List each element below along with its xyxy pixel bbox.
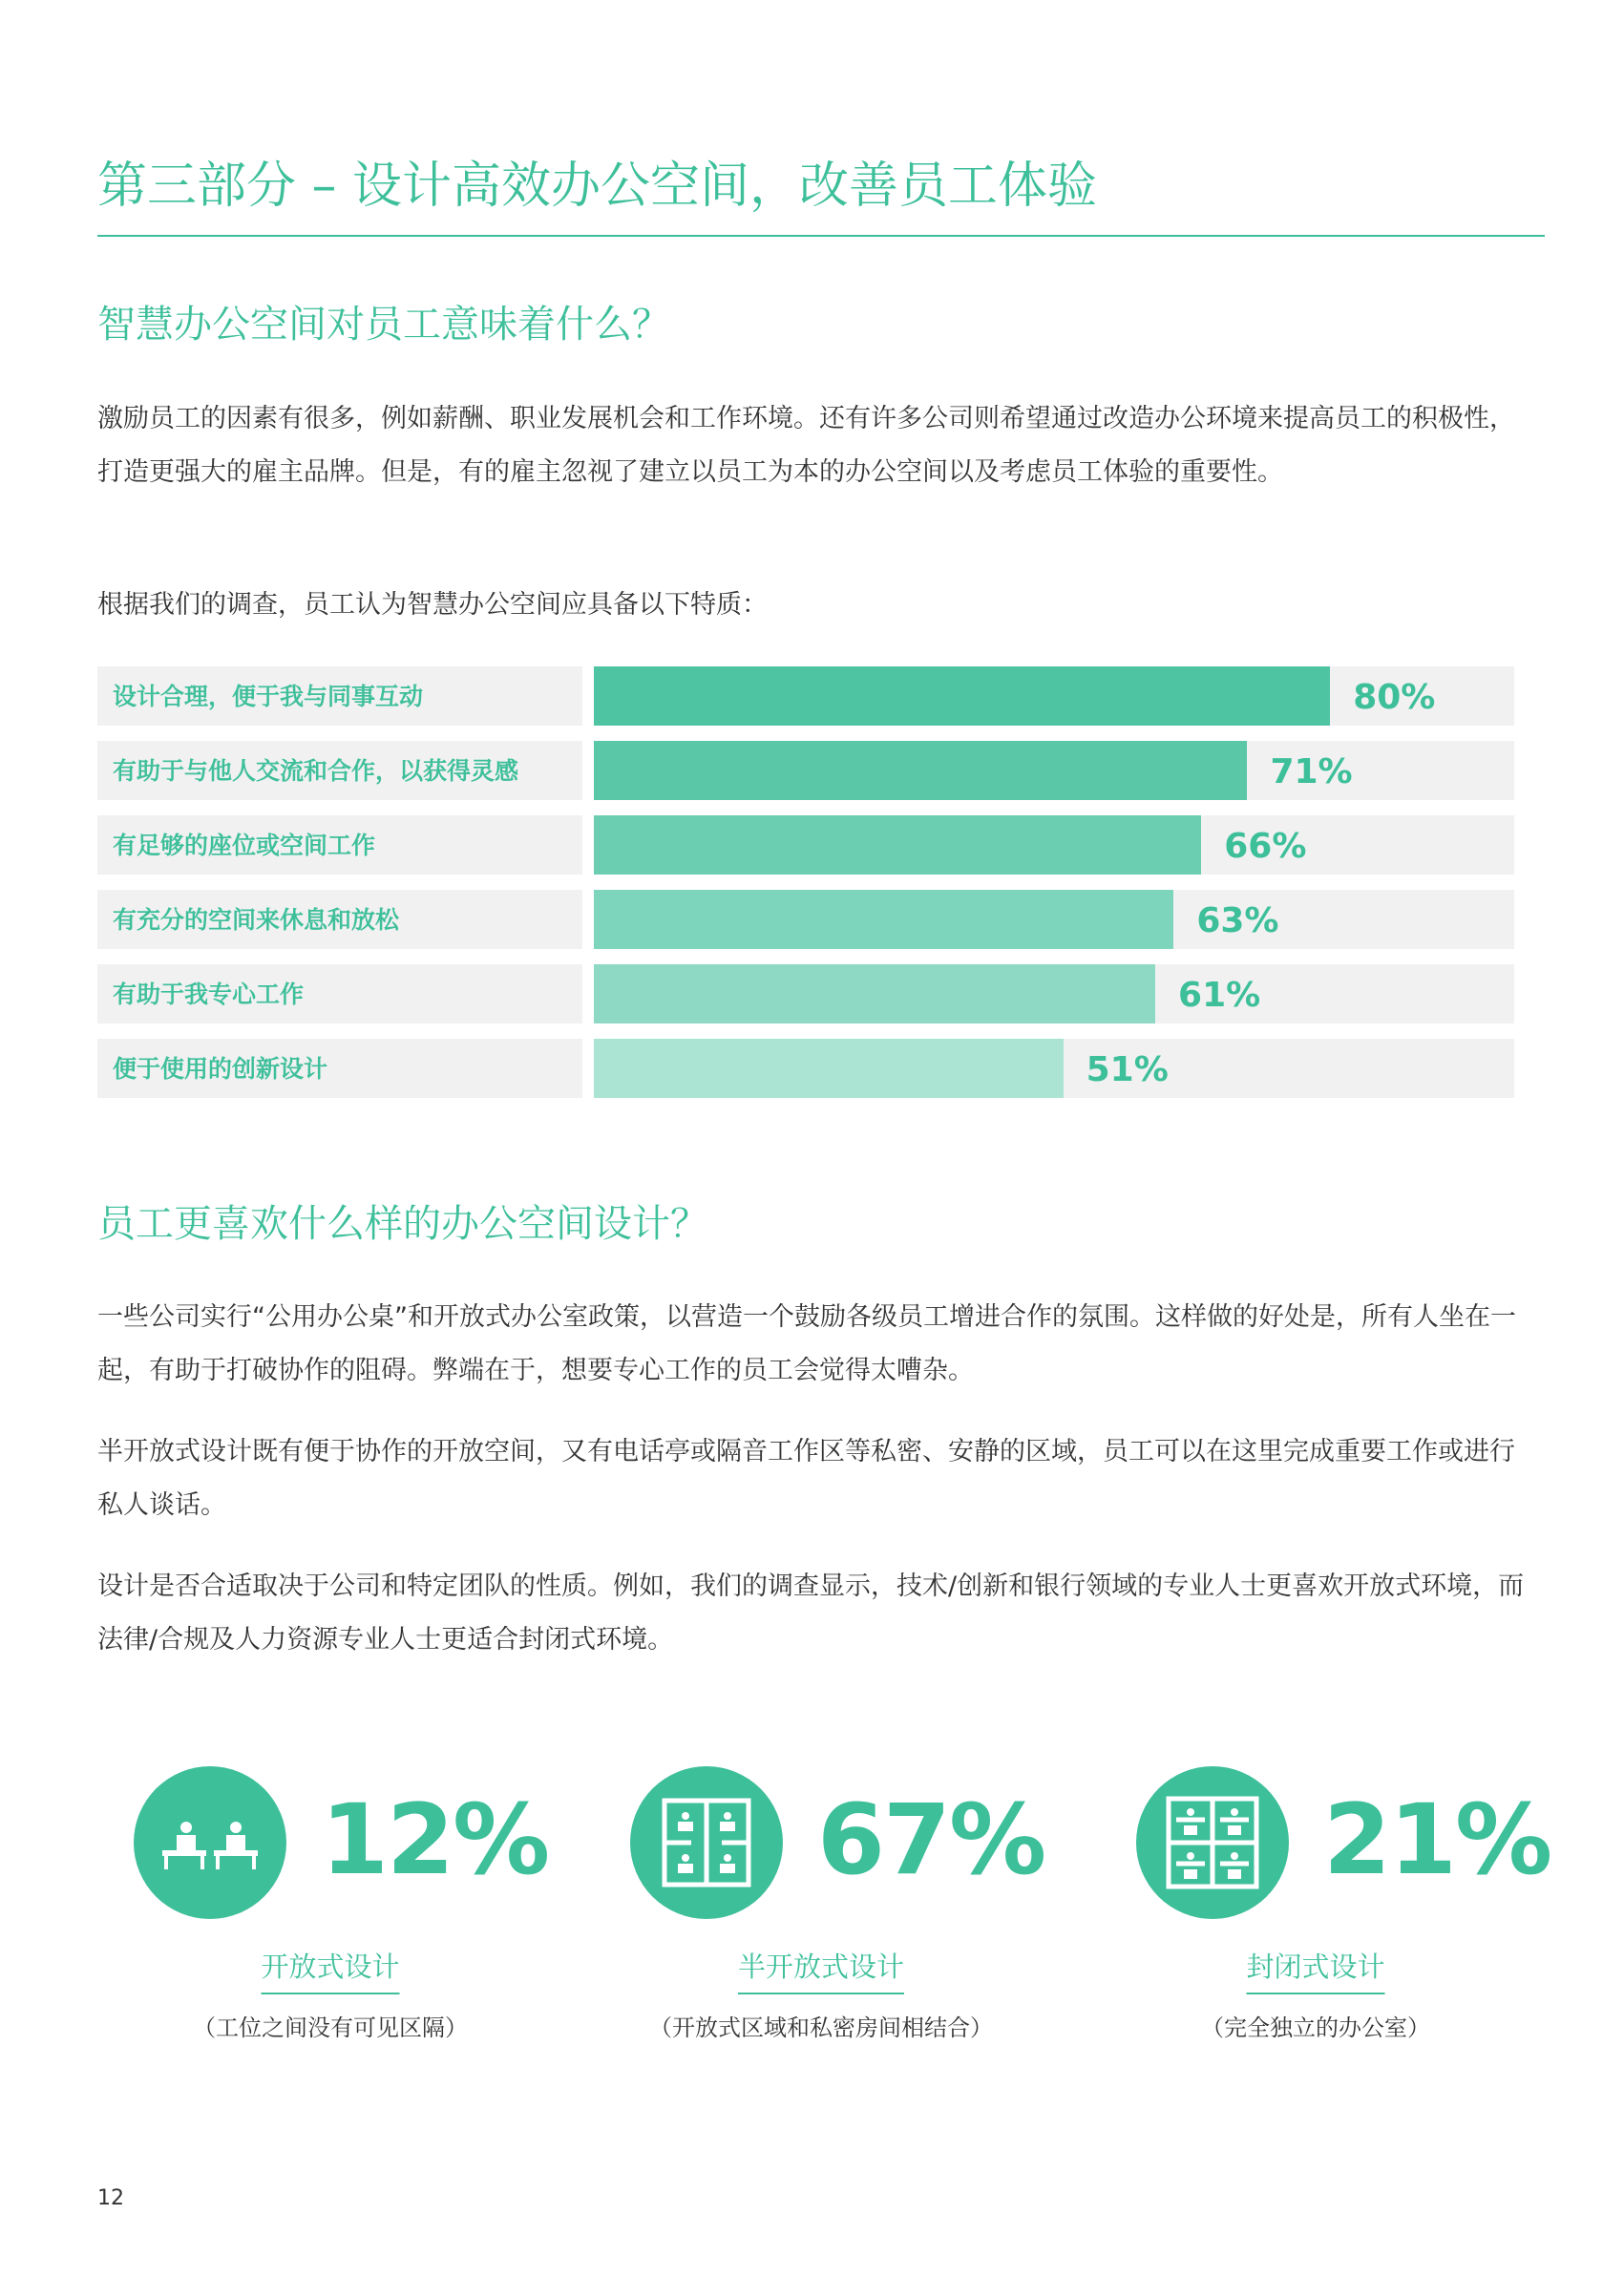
bar	[594, 890, 1173, 949]
intro-paragraph: 激励员工的因素有很多，例如薪酬、职业发展机会和工作环境。还有许多公司则希望通过改造办公环境来提高员工的积极性，打造更强大的雇主品牌。但是，有的雇主忽视了建立以员工为本的办公空间以及考虑员工体验的重要性。	[97, 404, 1515, 487]
semi-open-office-icon	[630, 1766, 783, 1919]
bar	[594, 1039, 1064, 1098]
stat-label-semi-open: 半开放式设计	[738, 1946, 904, 1994]
semi-open-paragraph: 半开放式设计既有便于协作的开放空间，又有电话亭或隔音工作区等私密、安静的区域，员工可以在这里完成重要工作或进行私人谈话。	[97, 1437, 1515, 1520]
stat-desc-open: （工位之间没有可见区隔）	[193, 2014, 468, 2041]
bar-track	[594, 815, 1514, 875]
bar-track	[594, 1039, 1514, 1098]
bar-row	[97, 1039, 1514, 1098]
bar-category-label: 有充分的空间来休息和放松	[113, 906, 400, 934]
stat-label-closed: 封闭式设计	[1246, 1946, 1384, 1994]
survey-intro-paragraph: 根据我们的调查，员工认为智慧办公空间应具备以下特质：	[97, 590, 768, 620]
stat-closed-design	[1136, 1766, 1624, 2053]
page-number: 12	[97, 2186, 124, 2210]
bar-category-label: 有足够的座位或空间工作	[113, 832, 376, 859]
stat-percent-open: 12%	[321, 1783, 549, 1897]
bar-value-label: 66%	[1224, 827, 1307, 866]
traits-bar-chart	[97, 666, 1514, 1102]
page-title: 第三部分 – 设计高效办公空间，改善员工体验	[97, 158, 1098, 215]
bar	[594, 815, 1201, 875]
stat-percent-semi-open: 67%	[817, 1783, 1045, 1897]
bar-label-cell	[97, 815, 582, 875]
bar-track	[594, 890, 1514, 949]
bar-row	[97, 666, 1514, 726]
stat-percent-closed: 21%	[1323, 1783, 1551, 1897]
bar-value-label: 63%	[1196, 901, 1279, 940]
bar	[594, 964, 1155, 1023]
bar-track	[594, 666, 1514, 726]
bar-row	[97, 890, 1514, 949]
bar-label-cell	[97, 1039, 582, 1098]
bar-category-label: 便于使用的创新设计	[113, 1055, 328, 1083]
stat-desc-semi-open: （开放式区域和私密房间相结合）	[649, 2014, 993, 2041]
bar-label-cell	[97, 666, 582, 726]
bar	[594, 666, 1330, 726]
bar-row	[97, 741, 1514, 800]
section-heading-office-design: 员工更喜欢什么样的办公空间设计？	[97, 1202, 708, 1246]
bar-track	[594, 741, 1514, 800]
design-fit-paragraph: 设计是否合适取决于公司和特定团队的性质。例如，我们的调查显示，技术/创新和银行领域的专业人士更喜欢开放式环境，而法律/合规及人力资源专业人士更适合封闭式环境。	[97, 1571, 1525, 1655]
title-divider	[97, 235, 1545, 237]
bar-row	[97, 964, 1514, 1023]
stat-open-design	[134, 1766, 630, 2053]
bar-category-label: 有助于我专心工作	[113, 981, 305, 1008]
bar-value-label: 80%	[1353, 678, 1436, 717]
bar-value-label: 51%	[1086, 1050, 1169, 1089]
bar-track	[594, 964, 1514, 1023]
stat-semi-open-design	[630, 1766, 1127, 2053]
bar-value-label: 61%	[1178, 976, 1261, 1015]
bar-category-label: 有助于与他人交流和合作，以获得灵感	[113, 757, 519, 785]
open-office-paragraph: 一些公司实行“公用办公桌”和开放式办公室政策，以营造一个鼓励各级员工增进合作的氛围。这样做的好处是，所有人坐在一起，有助于打破协作的阻碍。弊端在于，想要专心工作的员工会觉得太嘈杂。	[97, 1302, 1516, 1385]
bar-label-cell	[97, 741, 582, 800]
bar-row	[97, 815, 1514, 875]
closed-office-icon	[1136, 1766, 1289, 1919]
bar-category-label: 设计合理，便于我与同事互动	[113, 683, 424, 710]
bar	[594, 741, 1247, 800]
stat-desc-closed: （完全独立的办公室）	[1201, 2014, 1430, 2041]
stat-label-open: 开放式设计	[261, 1946, 399, 1994]
bar-value-label: 71%	[1270, 752, 1353, 791]
section-heading-smart-office: 智慧办公空间对员工意味着什么？	[97, 303, 670, 347]
bar-label-cell	[97, 964, 582, 1023]
open-desk-icon	[134, 1766, 286, 1919]
bar-label-cell	[97, 890, 582, 949]
